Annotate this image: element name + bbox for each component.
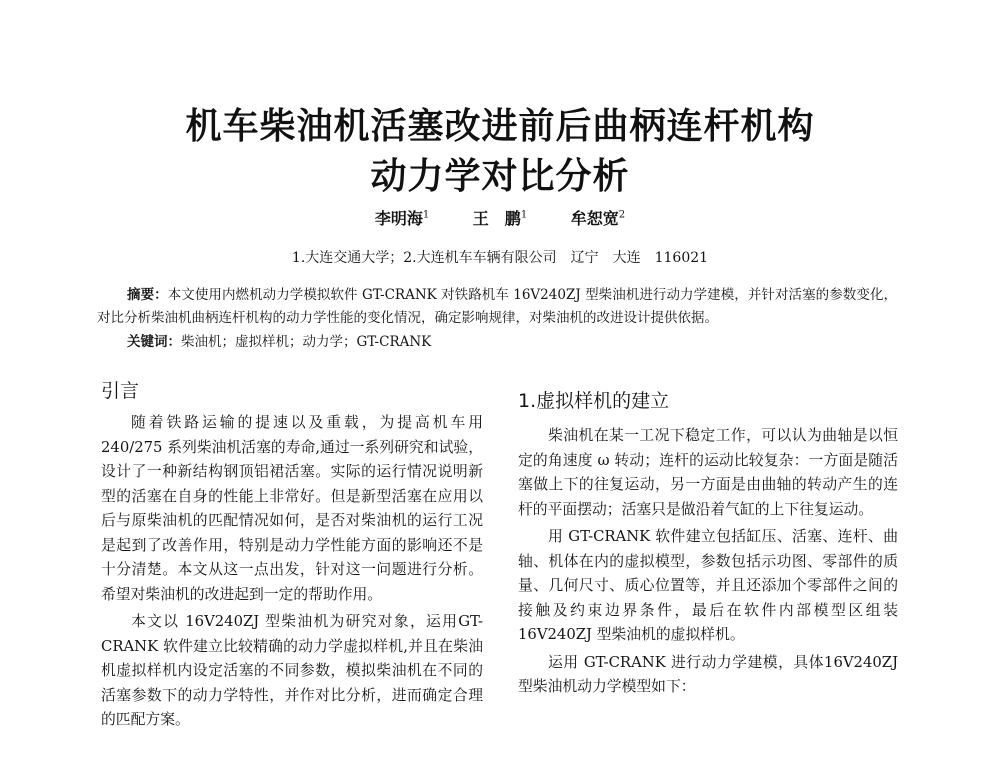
abstract-text: 本文使用内燃机动力学模拟软件 GT-CRANK 对铁路机车 16V240ZJ 型柴油机进行动力学建模，并针对活塞的参数变化，对比分析柴油机曲柄连杆机构的动力学性能的变化情况，确定影响规律，对柴油机的改进设计提供依据。	[97, 287, 898, 326]
author-1-name: 李明海	[374, 209, 423, 228]
author-3-affil-mark: 2	[618, 209, 626, 221]
abstract	[97, 284, 897, 330]
paper-title-line-2: 动力学对比分析	[370, 156, 630, 197]
section1-paragraph-1: 柴油机在某一工况下稳定工作，可以认为曲轴是以恒定的角速度 ω 转动；连杆的运动比较复杂：一方面是随活塞做上下的往复运动，另一方面是由曲轴的转动产生的连杆的平面摆动；活塞只是做沿着气缸的上下往复运动。	[518, 427, 898, 518]
author-2-name: 王 鹏	[472, 209, 521, 228]
section1-paragraph-3: 运用 GT-CRANK 进行动力学建模，具体16V240ZJ 型柴油机动力学模型如下：	[518, 653, 898, 695]
right-column-body	[518, 424, 898, 703]
intro-paragraph-2: 本文以 16V240ZJ 型柴油机为研究对象，运用GT-CRANK 软件建立比较精确的动力学虚拟样机,并且在柴油机虚拟样机内设定活塞的不同参数，模拟柴油机在不同的活塞参数下的动力学特性，并作对比分析，进而确定合理的匹配方案。	[101, 613, 483, 728]
author-2-affil-mark: 1	[520, 209, 528, 221]
author-2	[473, 209, 527, 228]
author-3	[571, 209, 625, 228]
affiliation: 1.大连交通大学；2.大连机车车辆有限公司 辽宁 大连 116021	[291, 250, 709, 266]
abstract-label: 摘要：	[127, 287, 168, 303]
section-heading-intro: 引言	[101, 380, 140, 402]
keywords	[127, 330, 431, 350]
author-list	[0, 206, 1000, 229]
section-heading-virtual-prototype: 1.虚拟样机的建立	[518, 390, 670, 412]
author-1-affil-mark: 1	[422, 209, 430, 221]
left-column-body	[101, 411, 483, 736]
keywords-label: 关键词：	[127, 334, 181, 350]
intro-paragraph-1: 随着铁路运输的提速以及重载，为提高机车用240/275 系列柴油机活塞的寿命,通过一系列研究和试验，设计了一种新结构钢顶铝裙活塞。实际的运行情况说明新型的活塞在自身的性能上非常好。但是新型活塞在应用以后与原柴油机的匹配情况如何，是否对柴油机的运行工况是起到了改善作用，特别是动力学性能方面的影响还不是十分清楚。本文从这一点出发，针对这一问题进行分析。希望对柴油机的改进起到一定的帮助作用。	[101, 414, 483, 603]
author-1	[375, 209, 429, 228]
paper-title-line-1: 机车柴油机活塞改进前后曲柄连杆机构	[185, 106, 815, 147]
author-3-name: 牟恕宽	[570, 209, 619, 228]
keywords-text: 柴油机；虚拟样机；动力学；GT-CRANK	[181, 334, 432, 350]
section1-paragraph-2: 用 GT-CRANK 软件建立包括缸压、活塞、连杆、曲轴、机体在内的虚拟模型，参数包括示功图、零部件的质量、几何尺寸、质心位置等，并且还添加个零部件之间的接触及约束边界条件，最后在软件内部模型区组装 16V240ZJ 型柴油机的虚拟样机。	[518, 528, 898, 643]
